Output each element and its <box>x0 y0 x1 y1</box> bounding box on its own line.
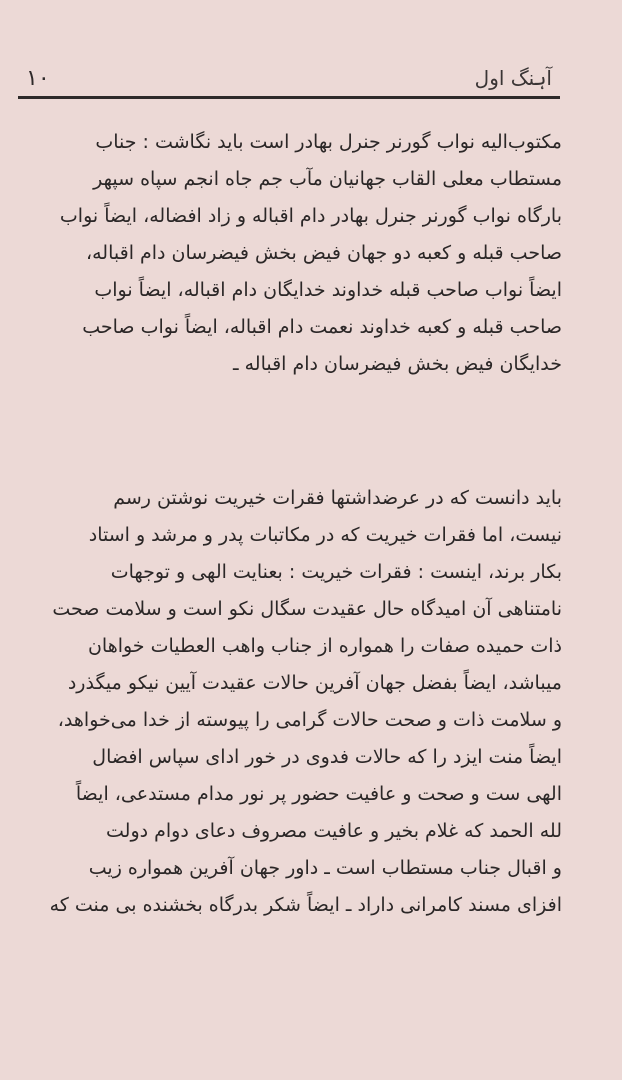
text-line: الهی ست و صحت و عافیت حضور پر نور مدام مستدعی، ایضاً <box>75 783 562 805</box>
text-line: ایضاً منت ایزد را که حالات فدوی در خور ادای سپاس افضال <box>92 746 562 768</box>
text-line: صاحب قبله و کعبه خداوند نعمت دام اقباله، ایضاً نواب صاحب <box>82 316 562 338</box>
text-line: افزای مسند کامرانی داراد ـ ایضاً شکر بدرگاه بخشنده بی منت که <box>49 894 562 916</box>
header-rule <box>18 96 560 99</box>
paragraph-2 <box>10 480 562 924</box>
text-line: لله الحمد که غلام بخیر و عافیت مصروف دعای دوام دولت <box>106 820 562 842</box>
text-line: و اقبال جناب مستطاب است ـ داور جهان آفرین همواره زیب <box>88 857 562 879</box>
text-line: بکار برند، اینست : فقرات خیریت : بعنایت الهی و توجهات <box>110 561 562 583</box>
text-line: ذات حمیده صفات را همواره از جناب واهب العطیات خواهان <box>87 635 562 657</box>
text-line: ایضاً نواب صاحب قبله خداوند خدایگان دام اقباله، ایضاً نواب <box>94 279 562 301</box>
text-line: خدایگان فیض بخش فیضرسان دام اقباله ـ <box>233 353 562 375</box>
text-line: مستطاب معلی القاب جهانیان مآب جم جاه انجم سپاه سپهر <box>93 168 562 190</box>
text-line: نیست، اما فقرات خیریت که در مکاتبات پدر و مرشد و استاد <box>88 524 562 546</box>
text-line: بارگاه نواب گورنر جنرل بهادر دام اقباله و زاد افضاله، ایضاً نواب <box>59 205 562 227</box>
page-number: ۱۰ <box>26 66 50 91</box>
text-line: باید دانست که در عرضداشتها فقرات خیریت نوشتن رسم <box>113 487 562 509</box>
page-header <box>16 66 558 100</box>
text-line: مکتوب‌الیه نواب گورنر جنرل بهادر است باید نگاشت : جناب <box>95 131 562 153</box>
paragraph-1 <box>10 124 562 383</box>
text-line: میباشد، ایضاً بفضل جهان آفرین حالات عقیدت آیین نیکو میگذرد <box>67 672 562 694</box>
text-line: و سلامت ذات و صحت حالات گرامی را پیوسته از خدا می‌خواهد، <box>57 709 562 731</box>
text-line: نامتناهی آن امیدگاه حال عقیدت سگال نکو است و سلامت صحت <box>52 598 562 620</box>
text-line: صاحب قبله و کعبه دو جهان فیض بخش فیضرسان دام اقباله، <box>85 242 562 264</box>
running-head: آہنگ اول <box>474 66 552 90</box>
